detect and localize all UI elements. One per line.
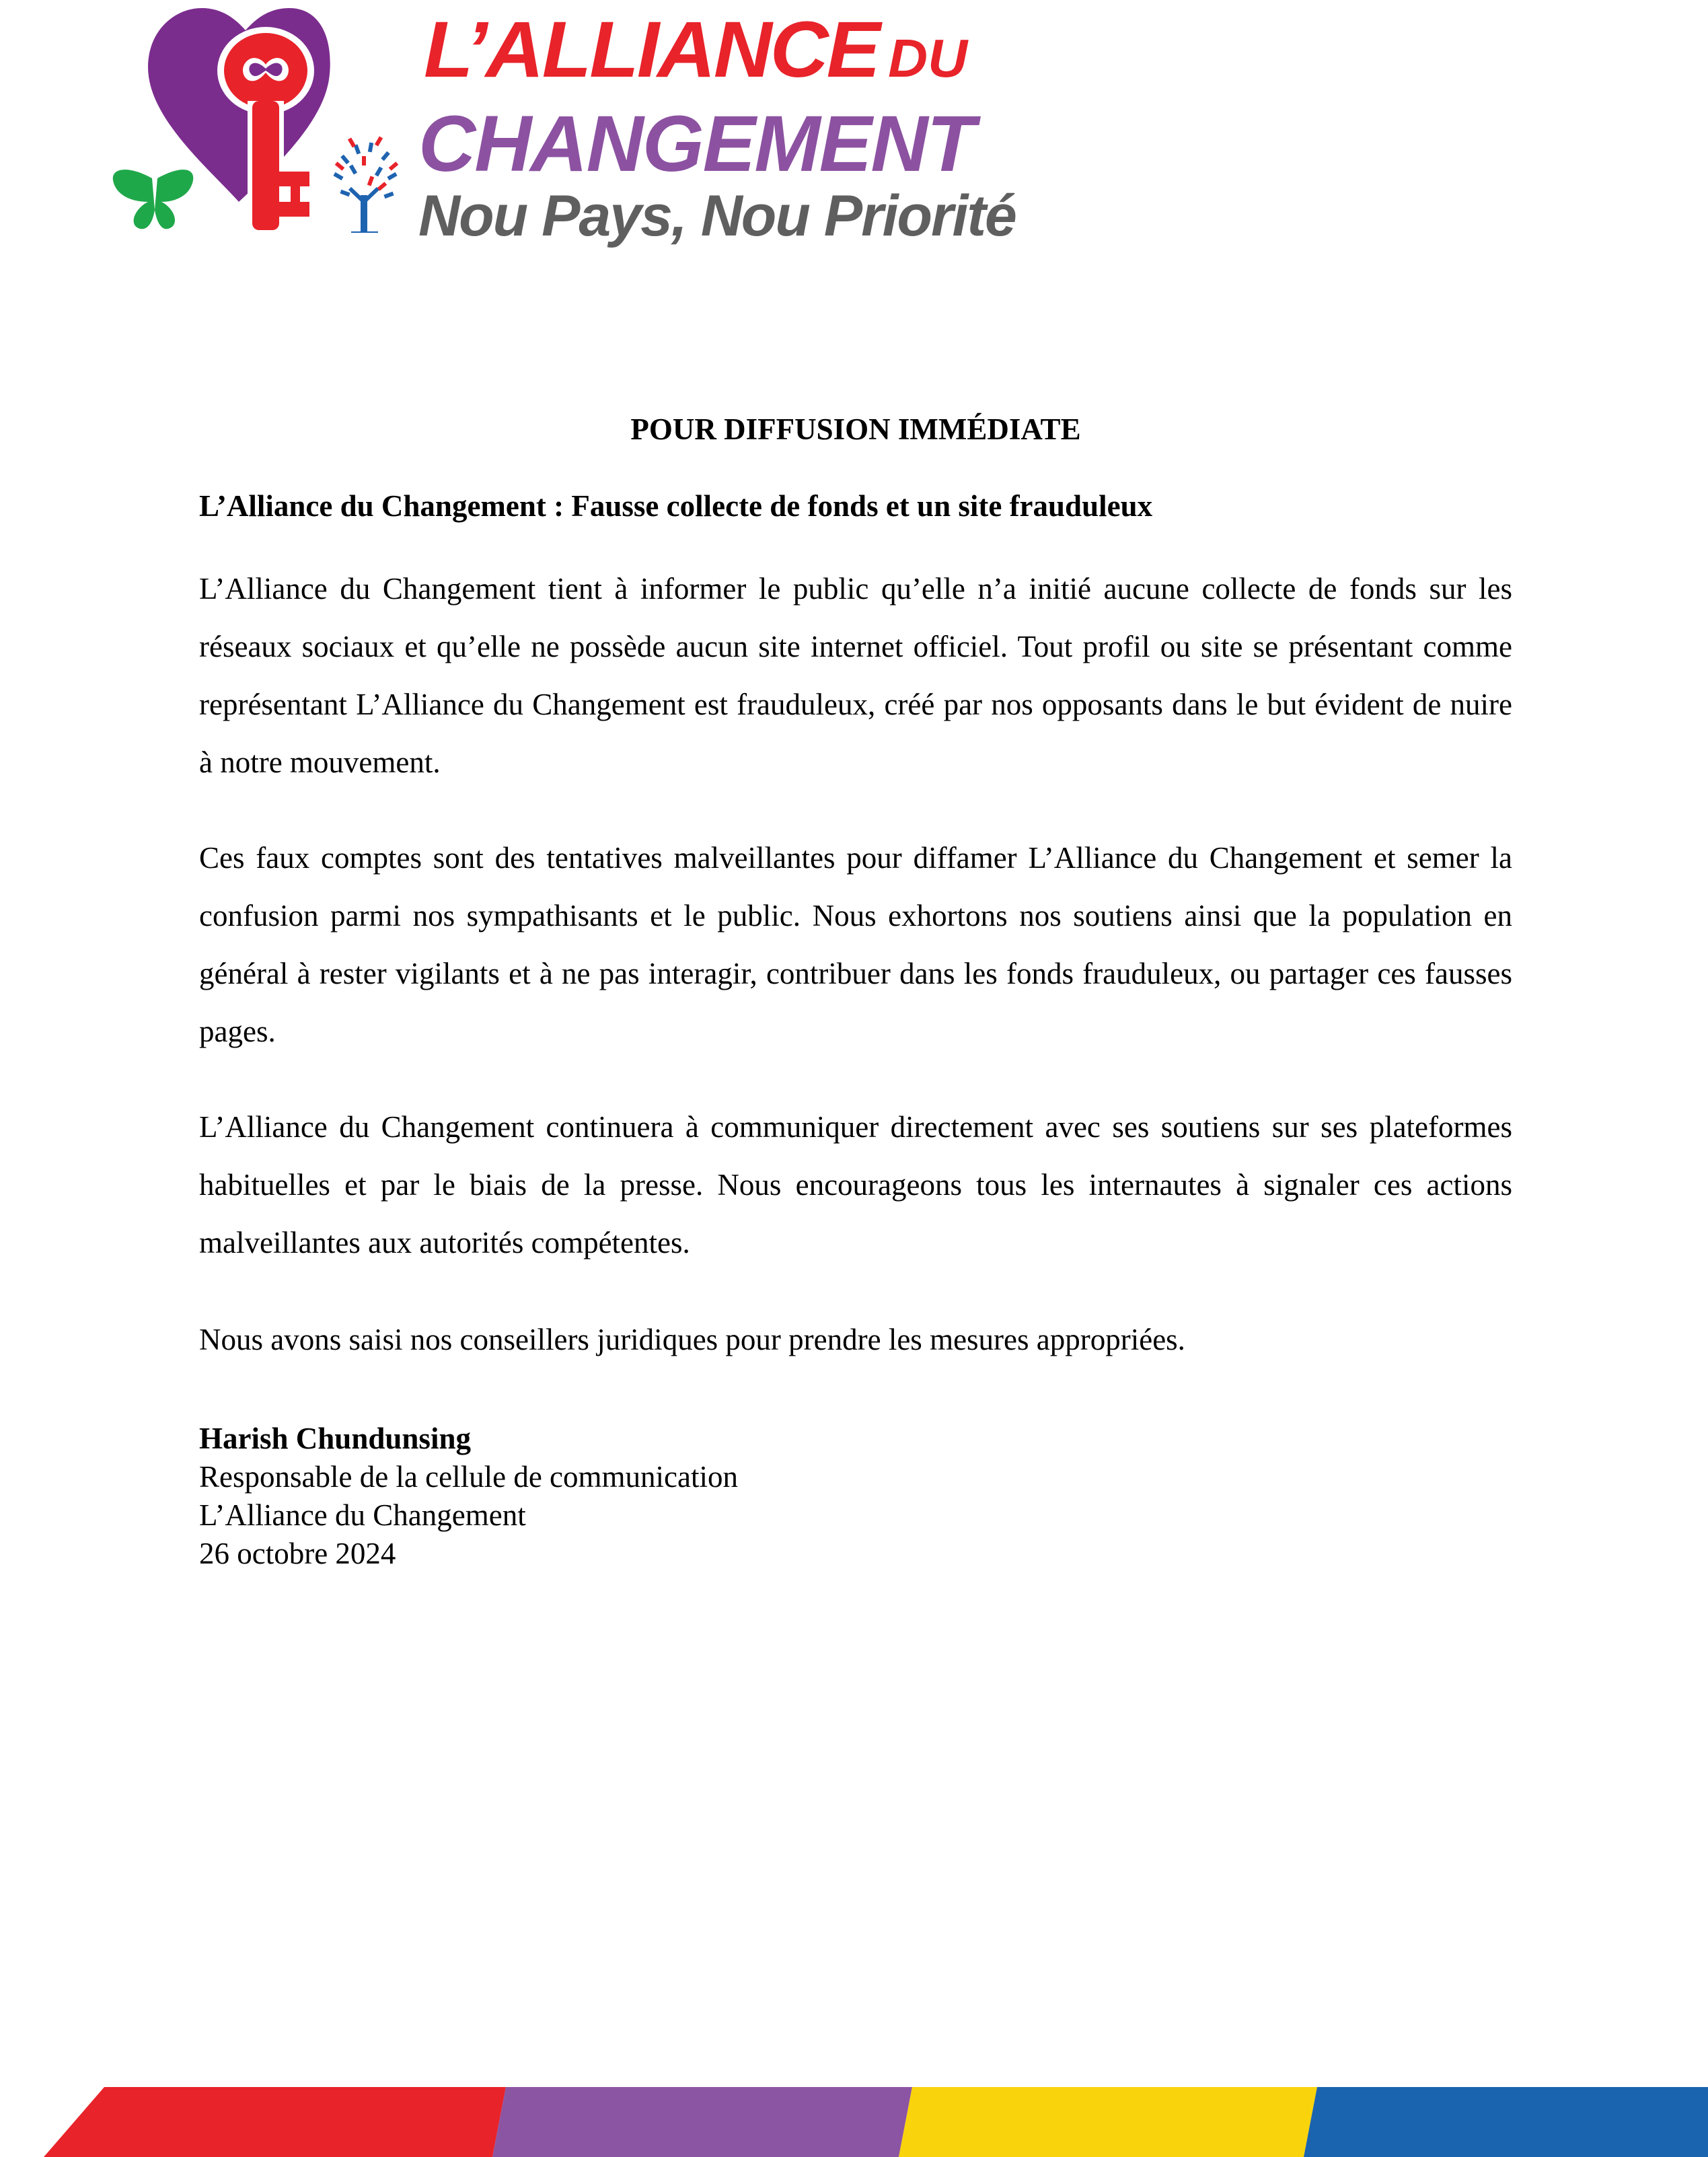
footer-band-blue bbox=[1304, 2087, 1708, 2157]
logo-emblem bbox=[101, 0, 417, 256]
signatory-organization: L’Alliance du Changement bbox=[199, 1498, 526, 1532]
tree-icon bbox=[333, 136, 398, 232]
paragraph-1: L’Alliance du Changement tient à informer le public qu’elle n’a initié aucune collecte de fonds sur les réseaux sociaux et qu’elle ne possède aucun site internet officiel. Tout profil ou site se présentant comme représentant L’Alliance du Changement est frauduleux, créé par nos opposants dans le but évident de nuire à notre mouvement. bbox=[199, 572, 1512, 779]
footer-band-yellow bbox=[899, 2087, 1317, 2157]
release-date: 26 octobre 2024 bbox=[199, 1537, 396, 1570]
paragraph-3: L’Alliance du Changement continuera à communiquer directement avec ses soutiens sur ses plateformes habituelles et par le biais de la presse. Nous encourageons tous les internautes à signaler ces actions malveillantes aux autorités compétentes. bbox=[199, 1110, 1512, 1259]
signatory-name: Harish Chundunsing bbox=[199, 1422, 471, 1455]
butterfly-icon bbox=[113, 170, 194, 229]
paragraph-2: Ces faux comptes sont des tentatives malveillantes pour diffamer L’Alliance du Changement et semer la confusion parmi nos sympathisants et le public. Nous exhortons nos soutiens ainsi que la population en général à rester vigilants et à ne pas interagir, contribuer dans les fonds frauduleux, ou partager ces fausses pages. bbox=[199, 841, 1512, 1048]
paragraph-4: Nous avons saisi nos conseillers juridiques pour prendre les mesures appropriées. bbox=[199, 1323, 1185, 1356]
brand-alliance: L’ALLIANCE bbox=[424, 5, 879, 94]
release-label: POUR DIFFUSION IMMÉDIATE bbox=[630, 412, 1081, 446]
brand-title-line2: CHANGEMENT bbox=[418, 100, 974, 188]
brand-du: DU bbox=[888, 28, 968, 88]
headline: L’Alliance du Changement : Fausse collecte de fonds et un site frauduleux bbox=[199, 489, 1153, 523]
footer-band-purple bbox=[492, 2087, 912, 2157]
signature-block bbox=[199, 1420, 738, 1573]
party-logo bbox=[101, 0, 1076, 269]
footer-band-red bbox=[44, 2087, 506, 2157]
footer-color-band bbox=[0, 2086, 1708, 2157]
brand-tagline: Nou Pays, Nou Priorité bbox=[418, 184, 1016, 248]
signatory-title: Responsable de la cellule de communication bbox=[199, 1460, 738, 1494]
brand-title-line1 bbox=[424, 4, 967, 96]
